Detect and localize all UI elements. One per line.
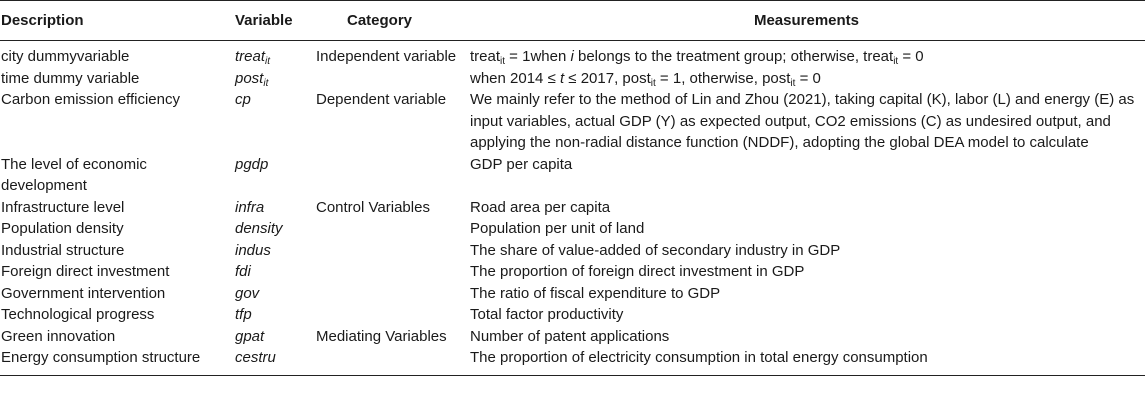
description-cell: Population density — [1, 220, 124, 237]
measurement-text: = 1when — [505, 48, 571, 65]
category-cell — [316, 218, 468, 240]
category-cell — [316, 261, 468, 283]
header-variable: Variable — [234, 1, 316, 41]
category-cell: Control Variables — [316, 198, 430, 216]
description-cell: Government intervention — [1, 284, 166, 302]
measurement-italic: i — [570, 48, 574, 65]
category-cell — [316, 68, 468, 90]
description-cell: city dummyvariable — [1, 48, 130, 65]
header-category: Category — [316, 1, 468, 41]
category-cell — [316, 304, 468, 326]
table-row — [0, 68, 1145, 90]
variable-subscript: it — [263, 77, 269, 89]
table-row — [0, 197, 1145, 219]
measurement-italic: t — [559, 69, 565, 87]
category-cell — [316, 283, 468, 305]
header-measurements: Measurements — [468, 1, 1145, 41]
table-header — [0, 1, 1145, 41]
measurement-cell: The ratio of fiscal expenditure to GDP — [470, 284, 721, 302]
table-row — [0, 89, 1145, 154]
table-row — [0, 347, 1145, 375]
description-cell: Infrastructure level — [1, 198, 125, 216]
description-cell: The level of economic development — [1, 155, 147, 194]
table-row — [0, 41, 1145, 68]
measurement-subscript: it — [790, 77, 796, 89]
measurement-cell — [468, 41, 1145, 68]
header-row — [0, 1, 1145, 41]
measurement-text: ≤ 2017, post — [564, 69, 651, 87]
measurement-text: when 2014 ≤ — [470, 69, 560, 87]
table-row — [0, 218, 1145, 240]
description-cell: Technological progress — [1, 306, 155, 323]
table-row — [0, 304, 1145, 326]
measurement-cell: GDP per capita — [470, 155, 573, 173]
description-cell: time dummy variable — [1, 69, 140, 87]
variable-name: treat — [235, 48, 266, 65]
measurement-subscript: it — [893, 56, 899, 67]
description-cell: Industrial structure — [1, 241, 125, 259]
measurement-cell: Number of patent applications — [470, 327, 670, 345]
table-body — [0, 41, 1145, 376]
header-description: Description — [0, 1, 234, 41]
measurement-cell: We mainly refer to the method of Lin and Zhou (2021), taking capital (K), labor (L) and energy (E) as input variables, actual GDP (Y) as expected output, CO2 emissions (C) as undesired output, and applying the non-radial distance function (NDDF), adopting the global DEA model to calculate — [470, 91, 1135, 151]
measurement-text: = 1, otherwise, post — [655, 69, 791, 87]
category-cell — [316, 240, 468, 262]
table-row — [0, 240, 1145, 262]
measurement-text: belongs to the treatment group; otherwise, treat — [573, 48, 894, 65]
table-row — [0, 261, 1145, 283]
measurement-text: treat — [470, 48, 501, 65]
measurement-subscript: it — [650, 77, 656, 89]
description-cell: Carbon emission efficiency — [1, 91, 180, 108]
variable-name: post — [235, 69, 264, 87]
variable-subscript: it — [265, 56, 271, 67]
category-cell: Independent variable — [316, 48, 457, 65]
category-cell: Dependent variable — [316, 91, 447, 108]
variable-cell: pgdp — [235, 155, 269, 173]
measurement-cell: Road area per capita — [470, 198, 611, 216]
measurement-cell: The proportion of electricity consumption in total energy consumption — [468, 347, 1145, 375]
variable-cell: gov — [235, 284, 260, 302]
variable-cell: density — [235, 220, 283, 237]
measurement-text: = 0 — [898, 48, 924, 65]
table-row — [0, 154, 1145, 197]
description-cell: Foreign direct investment — [1, 263, 170, 280]
variable-cell: indus — [235, 241, 271, 259]
measurement-cell: The proportion of foreign direct investment in GDP — [470, 263, 805, 280]
variable-cell: cestru — [234, 347, 316, 375]
description-cell: Energy consumption structure — [0, 347, 234, 375]
description-cell: Green innovation — [1, 327, 116, 345]
variable-cell: infra — [235, 198, 265, 216]
measurement-text: = 0 — [795, 69, 821, 87]
table-row — [0, 326, 1145, 348]
variable-cell: cp — [235, 91, 251, 108]
measurement-cell: The share of value-added of secondary industry in GDP — [470, 241, 841, 259]
variable-cell: fdi — [235, 263, 251, 280]
measurement-cell: Population per unit of land — [470, 220, 645, 237]
measurement-subscript: it — [500, 56, 506, 67]
table-row — [0, 283, 1145, 305]
variable-cell: gpat — [235, 327, 265, 345]
measurement-cell: Total factor productivity — [470, 306, 624, 323]
variable-cell — [234, 68, 316, 90]
measurement-cell — [468, 68, 1145, 90]
variable-cell: tfp — [235, 306, 252, 323]
category-cell — [316, 347, 468, 375]
category-cell — [316, 154, 468, 197]
category-cell: Mediating Variables — [316, 327, 447, 345]
variable-cell — [234, 41, 316, 68]
